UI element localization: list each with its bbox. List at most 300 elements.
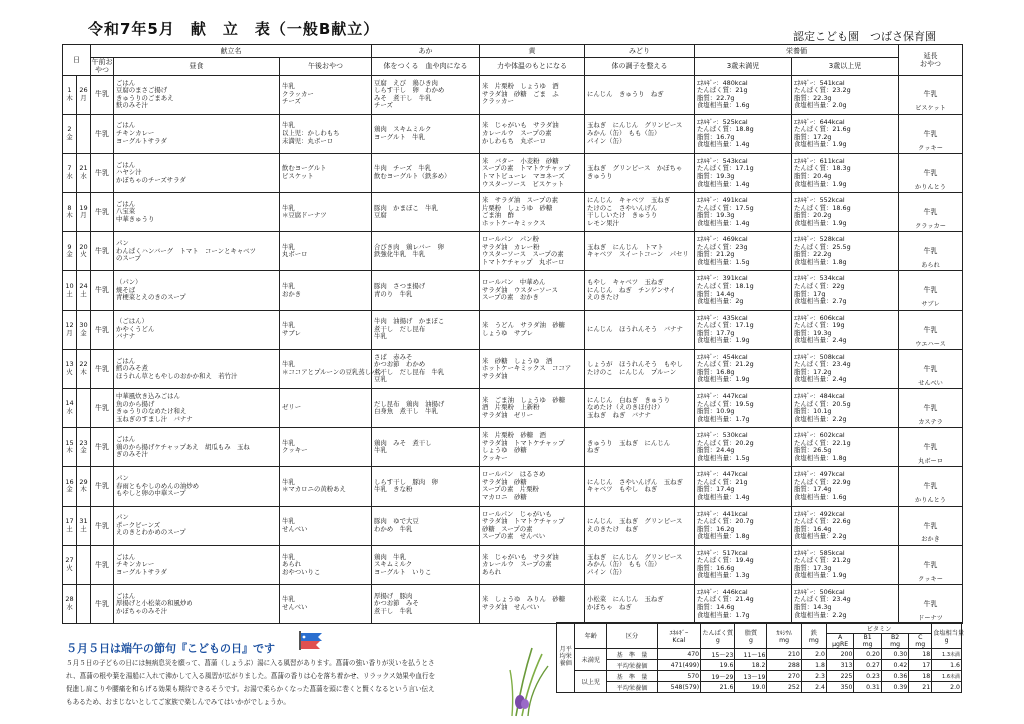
text-line: 煮干し だし昆布 bbox=[374, 324, 426, 333]
milk-label: 牛乳 bbox=[923, 482, 938, 491]
lunch-cell bbox=[114, 349, 280, 388]
text-line: 玉ねぎ ねぎ バナナ bbox=[587, 410, 651, 419]
menu-row bbox=[63, 193, 963, 232]
nutrition-over3-cell bbox=[792, 428, 899, 467]
date-secondary bbox=[77, 428, 91, 467]
text-line: たんぱく質：25.5g bbox=[794, 242, 851, 251]
text-line: サラダ油 カレー粉 bbox=[482, 242, 540, 251]
text-line: 牛肉 油揚げ かまぼこ bbox=[374, 317, 445, 326]
green-group-cell bbox=[585, 506, 695, 545]
text-line: ごはん bbox=[116, 356, 136, 365]
carp-streamer-icon bbox=[298, 630, 324, 650]
text-line: ごはん bbox=[116, 591, 136, 600]
yellow-group-cell bbox=[480, 389, 585, 428]
avg-cell: 471(499) bbox=[657, 660, 700, 671]
text-line: ｴﾈﾙｷﾞｰ：497kcal bbox=[794, 470, 845, 479]
text-line: 米 しょうゆ みりん 砂糖 bbox=[482, 595, 566, 604]
text-line: 牛乳 bbox=[282, 595, 295, 604]
yellow-group-cell bbox=[480, 232, 585, 271]
nutrition-over3-cell bbox=[792, 114, 899, 153]
text-line: 脂質：10.9g bbox=[697, 407, 735, 416]
text-line: ｴﾈﾙｷﾞｰ：480kcal bbox=[697, 78, 748, 87]
text-line: ｴﾈﾙｷﾞｰ：447kcal bbox=[697, 470, 748, 479]
text-line: ｴﾈﾙｷﾞｰ：454kcal bbox=[697, 352, 748, 361]
date-secondary bbox=[77, 584, 91, 623]
green-group-cell bbox=[585, 153, 695, 192]
morning-snack: 牛乳 bbox=[91, 467, 114, 506]
green-group-cell bbox=[585, 545, 695, 584]
text-line: 玉ねぎ にんじん トマト bbox=[587, 242, 664, 251]
morning-snack: 牛乳 bbox=[91, 545, 114, 584]
text-line: キャベツ スイートコーン パセリ bbox=[587, 250, 689, 259]
avg-protein-header: たんぱく質 g bbox=[701, 623, 735, 649]
text-line: ウスターソース スープの素 bbox=[482, 250, 564, 259]
text-line: あられ bbox=[482, 567, 502, 576]
date-primary bbox=[63, 545, 77, 584]
text-line: 厚揚げ 豚肉 bbox=[374, 591, 413, 600]
text-line: たんぱく質：21.2g bbox=[794, 556, 851, 565]
text-line: 豚肉 かまぼこ 牛乳 bbox=[374, 203, 438, 212]
lunch-cell bbox=[114, 232, 280, 271]
note-line: ５月５日の子どもの日には無病息災を願って、菖蒲（しょうぶ）湯に入る風習があります。菖蒲の強い香りが災いを払うとさ bbox=[66, 659, 435, 667]
lunch-cell bbox=[114, 114, 280, 153]
red-group-cell bbox=[372, 114, 480, 153]
menu-table bbox=[62, 44, 963, 624]
menu-row bbox=[63, 232, 963, 271]
text-line: ヨーグルトサラダ bbox=[116, 567, 167, 576]
avg-row-label: 基 準 量 bbox=[607, 649, 657, 660]
text-line: たんぱく質：20.2g bbox=[697, 438, 754, 447]
green-group-cell bbox=[585, 271, 695, 310]
extended-snack bbox=[899, 428, 963, 467]
text-line: 食塩相当量：2.4g bbox=[794, 336, 847, 345]
date-secondary bbox=[77, 271, 91, 310]
text-line: 食塩相当量：2.0g bbox=[794, 101, 847, 110]
date-text: 木 bbox=[66, 211, 73, 220]
nutrition-under3-cell bbox=[695, 584, 792, 623]
avg-row-label: 平均栄養価 bbox=[607, 660, 657, 671]
text-line: パイン（缶） bbox=[587, 136, 626, 145]
text-line: 飲むヨーグルト bbox=[282, 164, 327, 173]
date-text: 土 bbox=[80, 524, 87, 533]
text-line: 脂質：10.1g bbox=[794, 407, 832, 416]
text-line: たんぱく質：18.8g bbox=[697, 125, 754, 134]
date-secondary bbox=[77, 193, 91, 232]
text-line: 飲むヨーグルト（鉄多め） bbox=[374, 171, 451, 180]
milk-label: 牛乳 bbox=[923, 168, 938, 177]
text-line: サラダ油 ゼリー bbox=[482, 410, 534, 419]
date-text: 1 bbox=[67, 85, 72, 94]
yellow-group-cell bbox=[480, 349, 585, 388]
extended-snack bbox=[899, 310, 963, 349]
avg-salt-header: 食塩相当量 g bbox=[932, 623, 962, 649]
avg-class-header: 区分 bbox=[607, 623, 657, 649]
text-line: 未満児：丸ボーロ bbox=[282, 136, 334, 145]
yellow-group-cell bbox=[480, 75, 585, 114]
date-text: 24 bbox=[79, 281, 88, 290]
red-group-cell bbox=[372, 584, 480, 623]
milk-label: 牛乳 bbox=[923, 560, 938, 569]
text-line: 牛乳 bbox=[282, 321, 295, 330]
text-line: パン bbox=[116, 239, 129, 248]
text-line: たんぱく質：19g bbox=[794, 321, 845, 330]
green-group-cell bbox=[585, 75, 695, 114]
avg-cell: 0.39 bbox=[881, 682, 908, 693]
text-line: 食塩相当量：2g bbox=[697, 297, 744, 306]
extended-snack-item: ビスケット bbox=[915, 105, 946, 113]
yellow-group-cell bbox=[480, 428, 585, 467]
text-line: ロールパン はるさめ bbox=[482, 470, 546, 479]
date-text: 29 bbox=[79, 477, 88, 486]
text-line: サラダ油 トマトケチャップ bbox=[482, 517, 565, 526]
text-line: にんじん ねぎ チンゲンサイ bbox=[587, 285, 676, 294]
text-line: パン bbox=[116, 474, 129, 483]
text-line: たんぱく質：21.4g bbox=[697, 595, 754, 604]
avg-cell: 0.20 bbox=[854, 649, 881, 660]
date-text: 金 bbox=[80, 328, 87, 337]
date-text: 8 bbox=[67, 203, 72, 212]
date-primary bbox=[63, 467, 77, 506]
text-line: たんぱく質：22.1g bbox=[794, 438, 851, 447]
extended-snack-item: かりんとう bbox=[915, 497, 946, 505]
morning-snack: 牛乳 bbox=[91, 584, 114, 623]
date-text: 7 bbox=[67, 164, 72, 173]
text-line: たんぱく質：22.9g bbox=[794, 477, 851, 486]
text-line: サラダ油 トマトケチャップ bbox=[482, 438, 565, 447]
text-line: 青のり 牛乳 bbox=[374, 289, 413, 298]
extended-snack-item: ドーナツ bbox=[918, 614, 943, 622]
text-line: チーズ bbox=[282, 97, 301, 106]
nutrition-under3-cell bbox=[695, 389, 792, 428]
date-text: 20 bbox=[79, 242, 88, 251]
text-line: サラダ油 bbox=[482, 371, 508, 380]
text-line: 鱈のみそ煮 bbox=[116, 364, 148, 373]
milk-label: 牛乳 bbox=[923, 443, 938, 452]
date-text: 27 bbox=[65, 556, 74, 565]
text-line: キャベツ もやし ねぎ bbox=[587, 485, 658, 494]
text-line: ポークビーンズ bbox=[116, 520, 161, 529]
morning-snack: 牛乳 bbox=[91, 114, 114, 153]
text-line: ｴﾈﾙｷﾞｰ：517kcal bbox=[697, 548, 748, 557]
text-line: みかん（缶） もも（缶） bbox=[587, 560, 661, 569]
nutrition-over3-cell bbox=[792, 584, 899, 623]
red-group-cell bbox=[372, 467, 480, 506]
text-line: 牛乳 bbox=[374, 332, 387, 341]
lunch-cell bbox=[114, 467, 280, 506]
text-line: ｴﾈﾙｷﾞｰ：525kcal bbox=[697, 117, 748, 126]
text-line: 米 うどん サラダ油 砂糖 bbox=[482, 321, 566, 330]
text-line: 食塩相当量：1.6g bbox=[697, 101, 750, 110]
date-text: 金 bbox=[66, 485, 73, 494]
afternoon-snack-cell bbox=[280, 584, 372, 623]
text-line: 鶏肉 みそ 煮干し bbox=[374, 438, 432, 447]
text-line: サブレ bbox=[282, 328, 301, 337]
text-line: ロールパン パン粉 bbox=[482, 235, 539, 244]
date-text: 木 bbox=[66, 446, 73, 455]
text-line: 食塩相当量：1.9g bbox=[697, 375, 750, 384]
text-line: 煮干し だし昆布 牛乳 bbox=[374, 367, 445, 376]
morning-snack: 牛乳 bbox=[91, 75, 114, 114]
milk-label: 牛乳 bbox=[923, 90, 938, 99]
menu-row bbox=[63, 545, 963, 584]
menu-body bbox=[63, 75, 963, 624]
text-line: 脂質：22.3g bbox=[794, 93, 832, 102]
text-line: もやし キャベツ 玉ねぎ bbox=[587, 278, 664, 287]
text-line: 脂質：17g bbox=[794, 289, 826, 298]
text-line: 厚揚げと小松菜の和風炒め bbox=[116, 599, 193, 608]
avg-cell: 350 bbox=[826, 682, 853, 693]
date-primary bbox=[63, 310, 77, 349]
text-line: かしわもち 丸ボーロ bbox=[482, 136, 546, 145]
date-primary bbox=[63, 232, 77, 271]
lunch-cell bbox=[114, 193, 280, 232]
lunch-cell bbox=[114, 310, 280, 349]
text-line: 脂質：20.2g bbox=[794, 211, 832, 220]
nutrition-under3-cell bbox=[695, 271, 792, 310]
text-line: しょうゆ 砂糖 bbox=[482, 446, 527, 455]
text-line: 白身魚 煮干し 牛乳 bbox=[374, 407, 438, 416]
text-line: 牛乳 bbox=[282, 82, 295, 91]
afternoon-snack-cell bbox=[280, 75, 372, 114]
text-line: たんぱく質：22g bbox=[794, 281, 845, 290]
extended-snack bbox=[899, 232, 963, 271]
text-line: たんぱく質：22.6g bbox=[794, 517, 851, 526]
date-primary bbox=[63, 75, 77, 114]
date-text: 火 bbox=[66, 367, 73, 376]
text-line: クッキー bbox=[282, 446, 308, 455]
text-line: 脂質：19.3g bbox=[697, 211, 735, 220]
text-line: 豚肉 ゆで大豆 bbox=[374, 517, 419, 526]
morning-snack: 牛乳 bbox=[91, 506, 114, 545]
date-text: 木 bbox=[80, 367, 87, 376]
text-line: 脂質：14.3g bbox=[794, 603, 832, 612]
text-line: ｴﾈﾙｷﾞｰ：435kcal bbox=[697, 313, 748, 322]
text-line: 豆腐 えび 鶏ひき肉 bbox=[374, 78, 438, 87]
text-line: ｴﾈﾙｷﾞｰ：611kcal bbox=[794, 156, 845, 165]
text-line: 牛乳 bbox=[282, 281, 295, 290]
green-group-cell bbox=[585, 467, 695, 506]
date-text: 19 bbox=[79, 203, 88, 212]
date-secondary bbox=[77, 506, 91, 545]
text-line: 酒 片栗粉 上新粉 bbox=[482, 403, 540, 412]
text-line: 春雨ともやしのめんの油炒め bbox=[116, 481, 200, 490]
date-primary bbox=[63, 506, 77, 545]
extended-snack-item: 丸ボーロ bbox=[918, 458, 943, 466]
text-line: 食塩相当量：1.9g bbox=[794, 571, 847, 580]
text-line: ロールパン じゃがいも bbox=[482, 509, 552, 518]
text-line: しょうが ほうれんそう もやし bbox=[587, 360, 683, 369]
text-line: トマトピューレ マヨネーズ bbox=[482, 171, 565, 180]
date-text: 12 bbox=[65, 321, 74, 330]
extended-snack-item: サブレ bbox=[921, 301, 940, 309]
avg-cell: 270 bbox=[767, 671, 801, 682]
menu-row bbox=[63, 271, 963, 310]
text-line: サラダ油 砂糖 bbox=[482, 477, 527, 486]
milk-label: 牛乳 bbox=[923, 521, 938, 530]
text-line: 中華風炊き込みごはん bbox=[116, 392, 180, 400]
text-line: 食塩相当量：1.7g bbox=[697, 610, 750, 619]
menu-row bbox=[63, 310, 963, 349]
nutrition-over3-cell bbox=[792, 349, 899, 388]
date-text: 9 bbox=[67, 242, 72, 251]
text-line: 脂質：14.6g bbox=[697, 603, 735, 612]
text-line: わんぱくハンバーグ トマト コーンとキャベツ bbox=[116, 246, 257, 255]
avg-cell: 0.27 bbox=[854, 660, 881, 671]
afternoon-snack-cell bbox=[280, 114, 372, 153]
text-line: ヨーグルト いりこ bbox=[374, 567, 432, 576]
afternoon-snack-cell bbox=[280, 153, 372, 192]
afternoon-snack-header: 午後おやつ bbox=[280, 58, 372, 76]
text-line: 豚肉 さつま揚げ bbox=[374, 281, 426, 290]
note-line: 促進し肩こりや腰痛を和らげる効果も期待できるそうです。お湯で柔らかくなった菖蒲を頭に巻くと賢くなるという言い伝え bbox=[66, 685, 435, 693]
text-line: サラダ油 ウスターソース bbox=[482, 285, 558, 294]
date-text: 金 bbox=[66, 132, 73, 141]
nutrition-under3-cell bbox=[695, 545, 792, 584]
text-line: 食塩相当量：2.2g bbox=[794, 414, 847, 423]
date-text: 月 bbox=[66, 328, 73, 337]
morning-snack: 牛乳 bbox=[91, 271, 114, 310]
avg-cell: 570 bbox=[657, 671, 700, 682]
lunch-cell bbox=[114, 75, 280, 114]
date-secondary bbox=[77, 467, 91, 506]
menu-row bbox=[63, 114, 963, 153]
text-line: 鶏のから揚げケチャップあえ 胡瓜もみ 玉ね bbox=[116, 442, 250, 451]
date-text: 水 bbox=[66, 407, 73, 416]
milk-label: 牛乳 bbox=[923, 599, 938, 608]
text-line: しらす干し 豚肉 卵 bbox=[374, 477, 438, 486]
milk-label: 牛乳 bbox=[923, 129, 938, 138]
extended-snack-item: おかき bbox=[921, 536, 940, 544]
text-line: 食塩相当量：1.8g bbox=[697, 532, 750, 541]
text-line: たんぱく質：21.6g bbox=[794, 125, 851, 134]
green-group-cell bbox=[585, 310, 695, 349]
extended-snack bbox=[899, 193, 963, 232]
menu-row bbox=[63, 584, 963, 623]
red-group-cell bbox=[372, 349, 480, 388]
avg-vb2-header: B2 mg bbox=[881, 634, 908, 649]
text-line: サラダ油 せんべい bbox=[482, 603, 540, 612]
avg-cell: 1.6 bbox=[932, 660, 962, 671]
extended-snack bbox=[899, 389, 963, 428]
text-line: 食塩相当量：1.9g bbox=[794, 140, 847, 149]
text-line: ごはん bbox=[116, 199, 136, 208]
text-line: にんじん さやいんげん 玉ねぎ bbox=[587, 477, 683, 486]
text-line: スキムミルク bbox=[374, 560, 413, 569]
text-line: チキンカレー bbox=[116, 560, 155, 569]
text-line: たんぱく質：23.4g bbox=[794, 595, 851, 604]
text-line: たけのこ にんじん プルーン bbox=[587, 367, 677, 376]
milk-label: 牛乳 bbox=[923, 208, 938, 217]
text-line: にんじん 玉ねぎ グリンピース bbox=[587, 517, 683, 526]
extended-header: 延長 おやつ bbox=[899, 45, 963, 76]
text-line: みかん（缶） もも（缶） bbox=[587, 129, 661, 137]
text-line: チキンカレー bbox=[116, 129, 155, 137]
text-line: 鶏肉 牛乳 bbox=[374, 552, 406, 561]
text-line: たんぱく質：23.4g bbox=[794, 360, 851, 369]
date-secondary bbox=[77, 545, 91, 584]
day-header: 日 bbox=[63, 45, 91, 76]
nutrition-over3-cell bbox=[792, 271, 899, 310]
text-line: さば 赤みそ bbox=[374, 352, 413, 361]
red-group-cell bbox=[372, 193, 480, 232]
text-line: 玉ねぎ グリンピース かぼちゃ bbox=[587, 164, 683, 173]
red-group-cell bbox=[372, 545, 480, 584]
red-header: あか bbox=[372, 45, 480, 58]
text-line: ｴﾈﾙｷﾞｰ：541kcal bbox=[794, 78, 845, 87]
text-line: ほうれん草ともやしのおかか和え 若竹汁 bbox=[116, 371, 238, 380]
date-primary bbox=[63, 428, 77, 467]
date-text: 月 bbox=[80, 211, 87, 220]
nutrition-under3-cell bbox=[695, 193, 792, 232]
text-line: ｴﾈﾙｷﾞｰ：534kcal bbox=[794, 274, 845, 283]
yellow-group-cell bbox=[480, 545, 585, 584]
morning-snack: 牛乳 bbox=[91, 389, 114, 428]
date-primary bbox=[63, 389, 77, 428]
text-line: ｴﾈﾙｷﾞｰ：447kcal bbox=[697, 392, 748, 400]
avg-row-label: 平均栄養価 bbox=[607, 682, 657, 693]
text-line: 豆腐 bbox=[374, 211, 387, 220]
red-group-cell bbox=[372, 310, 480, 349]
text-line: 丸ボーロ bbox=[282, 250, 308, 259]
menu-row bbox=[63, 428, 963, 467]
nutrition-under3-cell bbox=[695, 153, 792, 192]
text-line: 食塩相当量：2.2g bbox=[794, 532, 847, 541]
text-line: かやくうどん bbox=[116, 324, 155, 333]
nutrition-over3-cell bbox=[792, 467, 899, 506]
text-line: ｴﾈﾙｷﾞｰ：606kcal bbox=[794, 313, 845, 322]
nutrition-under3-cell bbox=[695, 467, 792, 506]
text-line: きゅうり bbox=[587, 171, 613, 180]
text-line: えのきたけ bbox=[587, 293, 619, 302]
text-line: 食塩相当量：2.2g bbox=[794, 610, 847, 619]
text-line: 食塩相当量：1.9g bbox=[794, 218, 847, 227]
date-text: 金 bbox=[66, 250, 73, 259]
avg-cell: 252 bbox=[767, 682, 801, 693]
nutrition-under3-cell bbox=[695, 114, 792, 153]
text-line: 脂質：19.3g bbox=[794, 328, 832, 337]
text-line: みそ 煮干し 牛乳 bbox=[374, 93, 432, 102]
extended-snack bbox=[899, 75, 963, 114]
text-line: 食塩相当量：2.4g bbox=[794, 375, 847, 384]
text-line: ｴﾈﾙｷﾞｰ：508kcal bbox=[794, 352, 845, 361]
text-line: にんじん きゅうり ねぎ bbox=[587, 89, 664, 98]
avg-va-header: A μgRE bbox=[826, 634, 853, 649]
text-line: 食塩相当量：1.4g bbox=[697, 140, 750, 149]
text-line: ごま油 酢 bbox=[482, 211, 514, 220]
monthly-average-table bbox=[556, 622, 965, 693]
text-line: 以上児：かしわもち bbox=[282, 129, 340, 137]
text-line: 玉ねぎのすまし汁 バナナ bbox=[116, 414, 193, 423]
text-line: スープの素 トマトケチャップ bbox=[482, 164, 571, 173]
date-text: 月 bbox=[80, 93, 87, 102]
text-line: カレールウ スープの素 bbox=[482, 560, 552, 569]
text-line: 米 サラダ油 スープの素 bbox=[482, 196, 558, 205]
text-line: かつお節 わかめ bbox=[374, 360, 426, 369]
avg-cell: 470 bbox=[657, 649, 700, 660]
text-line: にんじん ほうれんそう バナナ bbox=[587, 324, 683, 333]
yellow-group-cell bbox=[480, 271, 585, 310]
text-line: 食塩相当量：1.8g bbox=[794, 257, 847, 266]
green-group-cell bbox=[585, 584, 695, 623]
avg-cell: 0.42 bbox=[881, 660, 908, 671]
date-text: 17 bbox=[65, 517, 74, 525]
yellow-group-cell bbox=[480, 310, 585, 349]
afternoon-snack-cell bbox=[280, 389, 372, 428]
text-line: 米 片栗粉 砂糖 酒 bbox=[482, 431, 546, 440]
avg-cell: 15～23 bbox=[701, 649, 735, 660]
text-line: マカロニ 砂糖 bbox=[482, 493, 527, 502]
age3-under-header: 3歳未満児 bbox=[695, 58, 792, 76]
